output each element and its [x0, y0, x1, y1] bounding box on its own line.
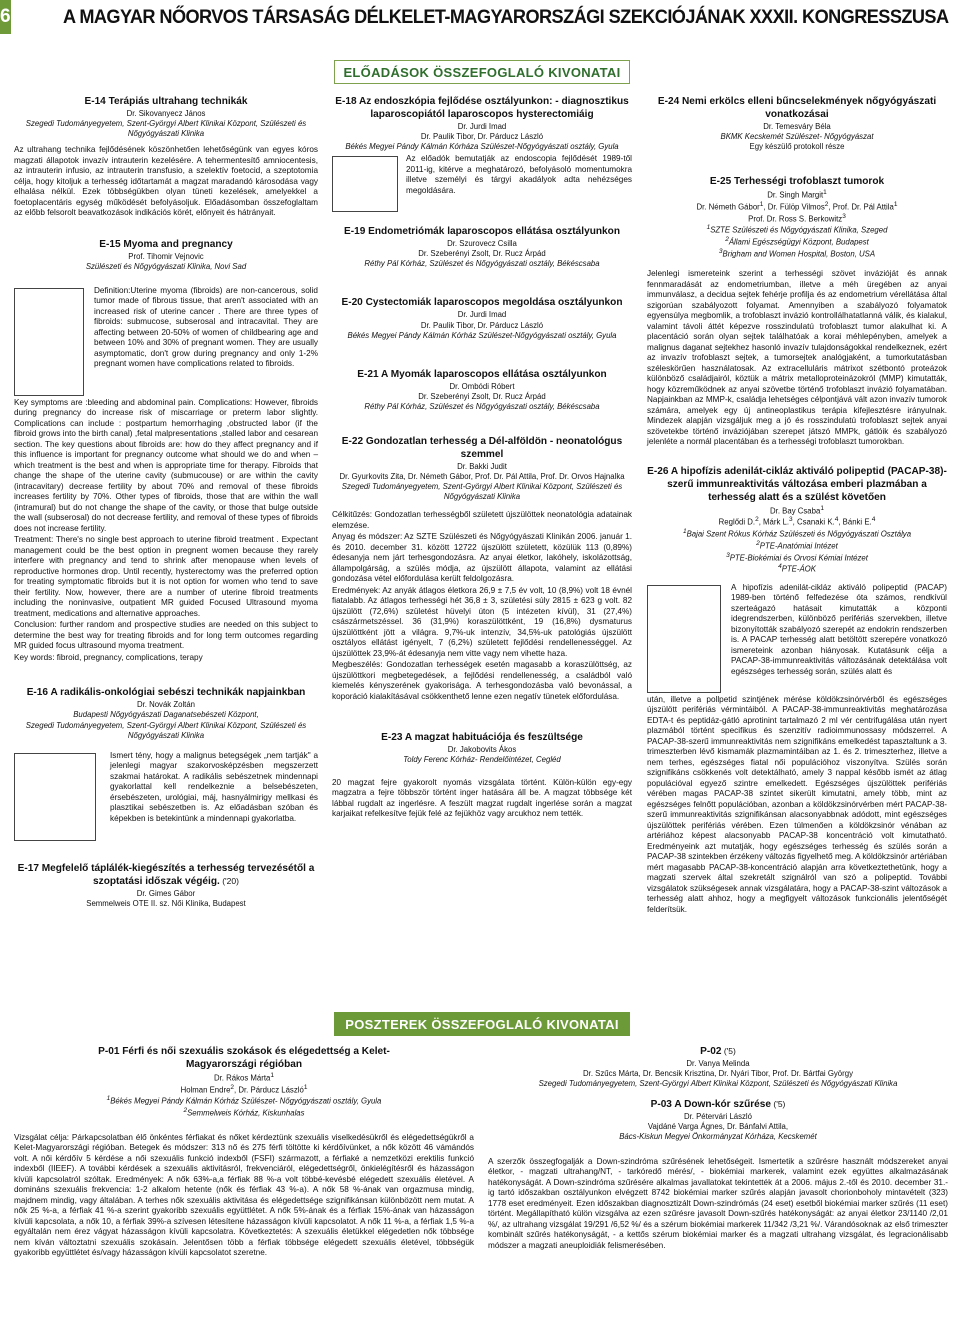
abstract-body: Ismert tény, hogy a malignus betegségek „nem tartják" a jelenlegi magyar szakorvosképzésben megszerzett szakmai határokat. A radikális sebészetnek mindennapi gyakorlattal kell rendelkeznie a belsebészeten, érsebészeten, urológiai, máj, hasnyálmirigy mellkasi és plasztikai sebészetben is. Az előadásban szóban és képekben is betekintünk a mindennapi gyakorlatba. [110, 750, 318, 823]
author: , Márk L. [758, 517, 790, 527]
abstract-e26: E-26 A hipofízis adenilát-cikláz aktiváló polipeptid (PACAP-38)-szerű immunreaktivitás változása emberi plazmában a terhesség alatt és a szülést követően Dr. Bay Csaba$^1$ Reglődi D.$^2$, Márk L.$^3$, Csanaki K.$^4$, Bánki E.$^4$ $^1$Bajai Szent Rókus Kórház Szülészeti és Nőgyógyászati Osztálya $^2$PTE-Anatómiai Intézet $^3$PTE-Biokémiai és Orvosi Kémiai Intézet $^4$PTE-ÁOK A hipofízis adenilát-cikláz aktiváló polipeptid (PACAP) 1989-ben történő felfedezése óta számos, rendkívül szerteágazó hatásait kimutatták a központi idegrendszerben, különböző perifériás szervekben, illetve bizonyították szabályozó szerepét az endokrin rendszerben is. A PACAP terhesség alatt betöltött szerepére vonatkozó ismereteink azonban hiányosak. Kutatásunk célja a PACAP-38-immunreaktivitás változásának detektálása volt egészséges terhesség során, szülés alatt és után, illetve a pollpetid szintjének mérése köldökzsinórvérből és egészséges újszülött perifériás vérmintáiból. A PACAP-38-immunreaktivitás meghatározása EDTA-t és peptidáz-gátló aprotinint tartalmazó 2 ml vér centrifugálása után nyert plazmából történt specifikus és szenzitív radioimmunossasy módszerrel. A PACAP-38-szerű immunreaktivitás nem szignifikáns emelkedést tapasztaltunk a 3. trimeszterben lévő kismamák plazmamintáiban az 1. és 2. trimeszterhez, illetve a nem terhes, egészséges fiatal női populációhoz viszonyítva. Szülés során szignifikáns csökkenés volt detektálható, amely 3 nappal később ismét az átlag populációval egyező szintre emelkedett. Egészséges újszülöttek perifériás vérében magas PACAP-38 szintet sikerült kimutatni, amely több, mint az egészséges felnőtt populációban, azonban a köldökzsinórvérben mért PACAP-38-szerű immunreaktivitás szignifikánsan alacsonyabbnak adódott, mint egészséges újszülöttek perifériás vérében. Ezen túlmenően a köldökzsinór vénában az artériához képest alacsonyabb PACAP-38 koncentráció volt kimutatható. Eredményeink azt mutatják, hogy egészséges terhesség és szülés során a PACAP-38 szintekben érzékeny változás figyelhető meg. A köldökzsinór artériában mért magasabb PACAP-38-koncentráció alapján arra következtethetünk, hogy a magzati szervek által szekretált szignálról van szó a polipeptid. További vizsgálatok szükségesek annak vizsgálatára, hogy a PACAP-38-szint változások a terhesség alatt ahhoz, hogy a megfigyelt változások funkcionális jelentőségét felderítsük. [647, 465, 947, 914]
abstract-body: után, illetve a pollpetid szintjének mérése köldökzsinórvérből és egészséges újszülött perifériás vérmintáiból. A PACAP-38-immunreaktivitás meghatározása EDTA-t és peptidáz-gátló aprotinint tartalmazó 2 ml vér centrifugálása után nyert plazmából történt specifikus és szenzitív radioimmunossasy módszerrel. A PACAP-38-szerű immunreaktivitás nem szignifikáns emelkedést tapasztaltunk a 3. trimeszterben lévő kismamák plazmamintáiban az 1. és 2. trimeszterhez, illetve a nem terhes, egészséges fiatal női populációhoz viszonyítva. Szülés során szignifikáns csökkenés volt detektálható, amely 3 nappal később ismét az átlag populációval egyező szintre emelkedett. Egészséges újszülöttek perifériás vérében magas PACAP-38 szintet sikerült kimutatni, amely több, mint az egészséges felnőtt populációban, azonban a köldökzsinórvérben mért PACAP-38-szerű immunreaktivitás szignifikánsan alacsonyabbnak adódott, mint egészséges újszülöttek perifériás vérében. Ezen túlmenően a köldökzsinór vénában az artériához képest alacsonyabb PACAP-38 koncentráció volt kimutatható. Eredményeink azt mutatják, hogy egészséges terhesség és szülés során a PACAP-38 szintekben érzékeny változás figyelhető meg. A köldökzsinór artériában mért magasabb PACAP-38-koncentráció alapján arra következtethetünk, hogy a magzati szervek által szekretált szignálról van szó a polipeptid. További vizsgálatok szükségesek annak vizsgálatára, hogy a PACAP-38-szint változások a terhesség alatt ahhoz, hogy a megfigyelt változások funkcionális jelentőségét felderítsük. [647, 694, 947, 914]
abstract-institution: PTE-ÁOK [781, 564, 816, 574]
abstract-authors: Dr. Gyurkovits Zita, Dr. Németh Gábor, Prof. Dr. Pál Attila, Prof. Dr. Orvos Hajnalka [339, 471, 625, 481]
abstract-title: E-20 Cystectomiák laparoscopos megoldása osztályunkon [341, 297, 623, 309]
abstract-note: Egy készülő protokoll része [749, 142, 845, 152]
poster-time: ('5) [721, 1046, 736, 1056]
author-photo [14, 288, 84, 396]
abstract-body: Jelenlegi ismereteink szerint a terhességi szövet invázióját és annak fennmaradását az endometriumban, illetve a méh üregében az anyai immunválasz, a decidua sejtek fehérje profilja és az endometrium vérellátása által szigorúan szabályozott folyamat. Amennyiben a szabályozó folyamatok egyensúlya megbomlik, a trofoblaszt invázió kontrollálhatatlanná válik, és kialakul, valamint távoli áttét képezve rosszindulatú trofoblaszt tumor alakulhat ki. A placentáció során olyan sejtek találhatóak a korai méhlepényben, amelyek a malignus daganat sejtekhez hasonló invazív tulajdonságokkal rendelkeznek, ezért az invazív trofoblaszt sejtek, a tumorsejtek analógjaként, a tumorkutatásban széleskörűen használatosak. Az extracelluláris mátrixot szétbontó proteázok különböző családjairól, köztük a mátrix metalloproteinázokról (MMP) kimutatták, hogy közreműködnek az anyai szövetbe történő trofoblaszt invázió folyamatában. Napjainkban az MMP-k, családja lehetséges célpontjává vált azon invazív tumorok számára, amelyek egy új antineoplastikus terápia kifejlesztésre irányulnak. Mindezek alapján vizsgáljuk meg a jó és rosszindulatú trofoblaszt sejtek anyai szövetekbe történő inváziójában szerepet játszó MMPk, gátlóik és szabályozó jelenléte a normál placentában és a terhességi trofoblaszt tumorokban. [647, 269, 947, 447]
poster-institution: Semmelweis Kórház, Kiskunhalas [187, 1108, 305, 1118]
author: , Csanaki K. [792, 517, 835, 527]
poster-authors: Dr. Vanya Melinda [686, 1058, 750, 1068]
abstract-institution: Bajai Szent Rókus Kórház Szülészeti és Nőgyógyászati Osztálya [686, 529, 912, 539]
abstract-e14 [14, 96, 318, 219]
abstract-authors: Dr. Paulik Tibor, Dr. Párducz László [420, 131, 544, 141]
abstract-e19 [332, 226, 632, 269]
middle-column [332, 96, 632, 832]
author: , Bánki E. [838, 517, 872, 527]
abstract-title: E-24 Nemi erkölcs elleni bűncselekmények nőgyógyászati vonatkozásai [657, 96, 937, 120]
abstract-authors: Dr. Szurovecz Csilla [447, 239, 517, 249]
abstract-title: E-19 Endometriómák laparoscopos ellátása osztályunkon [344, 226, 620, 238]
poster-right-column [488, 1046, 948, 1263]
author: Reglődi D. [718, 517, 756, 527]
poster-time: ('5) [771, 1099, 786, 1110]
right-column [647, 96, 947, 927]
abstract-conclusion: Conclusion: further random and prospective studies are needed on this subject to determine the best way for treating fibroids and for long term outcomes regarding MR guided focus ultrasound myoma treatment. [14, 620, 318, 651]
abstract-institution: Brigham and Women Hospital, Boston, USA [722, 249, 876, 259]
abstract-aim: Célkitűzés: Gondozatlan terhességből született újszülöttek neonatológia adatainak elemzése. [332, 510, 632, 530]
abstract-authors: Dr. Novák Zoltán [136, 700, 196, 710]
abstract-results: Eredmények: Az anyák átlagos életkora 26,9 ± 7,5 év volt, 10 (8,9%) volt 18 évnél fiatalabb. Az átlagos terhességi hét 36,8 ± 3, születési súly 2815 ± 623 g volt. 82 újszülött (72,6%) születést hüvelyi úton (5 intézeten kívül), 31 (27,4%) császármetszéssel. 36 (31,9%) koraszülöttként, 19 (16,8%) dysmaturus újszülöttként jött a világra. 9,7%-uk intenzív, 34,5%-uk patológiás újszülött osztályos ellátást igényelt, 7 (6,2%) született fejlődési rendellenességgel. Az újszülöttek 23,9%-át édesanyja nem vitte vagy nem vihette haza. [332, 585, 632, 658]
abstract-institution: Békés Megyei Pándy Kálmán Kórház Szülészet-Nőgyógyászati osztály, Gyula [347, 330, 617, 340]
page-number: 6 [0, 0, 11, 34]
abstract-authors: Dr. Szeberényi Zsolt, Dr. Rucz Árpád [418, 391, 546, 401]
abstract-title: E-23 A magzat habituációja és feszültsége [381, 732, 583, 744]
author: Holman Endre [180, 1085, 231, 1095]
section-band-abstracts: ELŐADÁSOK ÖSSZEFOGLALÓ KIVONATAI [334, 60, 630, 84]
left-column [14, 96, 318, 921]
abstract-institution: Szegedi Tudományegyetem, Szent-Györgyi Albert Klinikai Központ, Szülészeti és Nőgyógyászati Klinika [25, 119, 307, 139]
abstract-authors: Dr. Gimes Gábor [136, 888, 196, 898]
poster-body: A szerzők összegfogalják a Down-szindróma szűrésének lehetőségeit. Ismertetik a szűrésre használt módszereket anyai életkor, - magzati ultrahang/NT, - tarkóredő mérés/, - biokémiai markerek, valamint ezek együttes alkalmazásának hatékonyságát. A Down-szindróma szűrésére alkalmas javallatokat tekintették át a 2006. május 2.-től és 2010. december 31.-ig tartó időszakban osztályunkon elvégzett 8742 biokémiai marker szűrés alapján javasolt chorionboholy mintavételt (323) 1778 eset eredményeit. Ezen időszakban diagnosztizált Down-szindrómás (24 eset) esetből biokémiai marker szűrés (11 eset) történt. Megállapítható külön vizsgálva az ezen szűrésre javasolt Down-szűrés hatékonyságát: az anyai életkor 23/1140 /2,01 %/, az ultrahang vizsgálat 19/291 /6,52 %/ és a szérum biokémiai markerek 11/342 /3,21 %/. Várandósoknak az első trimeszter kombinált szűrés hatékonyságát, - a kettős szérum biokémiai marker és a magzati ultrahang vizsgálat, és legracionálisabb módszer a magzati aneuploidiák felismerésében. [488, 1156, 948, 1250]
poster-p02 [488, 1046, 948, 1089]
abstract-title: E-26 A hipofízis adenilát-cikláz aktiváló polipeptid (PACAP-38)-szerű immunreaktivitás változása emberi plazmában a terhesség alatt és a szülést követően [647, 465, 947, 503]
abstract-title: E-16 A radikális-onkológiai sebészi technikák napjainkban [26, 687, 306, 699]
abstract-keywords: Key words: fibroid, pregnancy, complications, terapy [14, 652, 203, 662]
page-header [0, 0, 960, 34]
abstract-e22 [332, 436, 632, 702]
abstract-body: Az előadók bemutatják az endoscopia fejlődését 1989-től 2011-ig, kitérve a meghatározó, befolyásoló momentumokra illetve személyi és tárgyi akadályok adta nehézséges megoldására. [406, 154, 632, 195]
author-photo [647, 585, 721, 693]
abstract-institution: PTE-Biokémiai és Orvosi Kémiai Intézet [729, 553, 868, 563]
author-photo [332, 156, 398, 212]
author: Dr. Rákos Márta [214, 1073, 271, 1083]
abstract-authors: Dr. Szeberényi Zsolt, Dr. Rucz Árpád [418, 249, 546, 259]
poster-title: P-01 Férfi és női szexuális szokások és elégedettség a Kelet-Magyarországi régióban [98, 1046, 390, 1070]
poster-left-column [14, 1046, 474, 1271]
author: , Dr. Fülöp Vilmos [763, 202, 825, 212]
abstract-institution: Semmelweis OTE II. sz. Női Klinika, Budapest [86, 898, 246, 908]
author: Dr. Németh Gábor [696, 202, 760, 212]
abstract-institution: Békés Megyei Pándy Kálmán Kórháza Szülészet-Nőgyógyászati osztály, Gyula [345, 142, 619, 152]
abstract-authors: Dr. Paulik Tibor, Dr. Párducz László [420, 320, 544, 330]
abstract-institution: Réthy Pál Kórház, Szülészet és Nőgyógyászati osztály, Békéscsaba [364, 401, 600, 411]
abstract-e15 [14, 239, 318, 664]
abstract-treatment: Treatment: There's no single best approach to uterine fibroid treatment . Expectant management could be the best option in pregnent women because they rarely interfere with pregnancy and tend to shrink after menopause when levels of reproductive hormones drop. Until recently, hysterectomy was the preferred option for treating symptomatic fibroids but it is not option for women who tend to save their fertility. Now, however, there are a number of uterine fibroid treatments including the noninvasive, outpatient MR guided Focused Ultrasound myoma treatment, medications and alternative approaches. [14, 535, 318, 618]
abstract-institution: Állami Egészségügyi Központ, Budapest [728, 237, 869, 247]
poster-title: P-03 A Down-kór szűrése [650, 1099, 772, 1111]
abstract-institution: Réthy Pál Kórház, Szülészet és Nőgyógyászati osztály, Békéscsaba [364, 259, 600, 269]
abstract-e18 [332, 96, 632, 214]
poster-authors: Dr. Pétervári László [683, 1112, 753, 1122]
abstract-authors: Dr. Ombódi Róbert [449, 381, 515, 391]
abstract-body: 20 magzat fejre gyakorolt nyomás vizsgálata történt. Külön-külön egy-egy magzatra a fejre többször történt inger hatására áll be. A magzat többsége két lábbal rugdalt az ingerlésre. A feszült magzat rugdalt ingerlése során a magzat karjaikat refelkesítve fejük felé az fejükhöz vagy arcukhoz nem tették. [332, 777, 632, 818]
abstract-time: ('20) [219, 875, 239, 886]
abstract-conclusions: Megbeszélés: Gondozatlan terhességek esetén magasabb a koraszülöttség, az újszülöttkori megbetegedések, a fejlődési rendellenesség, a családból való kiemelés kényszerének gyakorisága. A terhesgondozásba való bevonással, a koporáció kialakításával csökkenthető lenne ezen negatív tünetek előfordulása. [332, 660, 632, 701]
abstract-title: E-14 Terápiás ultrahang technikák [84, 96, 248, 107]
author-photo [14, 753, 96, 841]
abstract-title: E-15 Myoma and pregnancy [99, 238, 233, 250]
abstract-e23 [332, 732, 632, 819]
abstract-authors: Dr. Sikovanyecz János [126, 108, 206, 118]
abstract-title: E-25 Terhességi trofoblaszt tumorok [709, 176, 885, 188]
poster-body: Vizsgálat célja: Párkapcsolatban élő önkéntes férfiakat és nőket kérdeztünk szexuális viselkedésükről és elégedettségükről a Kelet-Magyarországi régióban. Betegek és módszer: 313 nő és 275 férfi töltötte ki kérdőívünket, a nők között 46 vámándós volt. A női kérdőív 5 kérdése a női szexuális funkció indexből (FSFI) származott, a férfiaké a nemzetközi erektilis funkció indexből (IIEEF). A további kérdések a szexuális aktivitásról, frekvenciáról, elégedettségről, önkielégítésről és házasságon kívüli kapcsolatról szóltak. Eredmények: A nők 63%-a,a férfiak 88 %-a volt többé-kevésbé elégedett szexuális életével. A domináns szexuális frekvencia: 1-2 alkalom hetente (nők és férfiak 43 %-a). A nők 58 %-ának van orgazmusa mindig, majdnem mindig, vagy általában. A terhes nők szexuális aktivitása és elégedettsége szignifikánsan különbözött nem mutat. A nők 25 %-a, a férfiak 41 %-a szerint gyakoribb szexuális együttlétet. A nők 5%-ának és a férfiak 15%-ának van házasságon kívüli kapcsolata, a nők 10, a férfiak 39%-a szívesen létesítene házasságon kívüli kapcsolatot. A nők 11 %-a, a férfiak 1,5 %-a egyáltalán nem érez vágyat házasságon kívüli kapcsolatra. Következtetés: A szexuális életükkel elégedetlen nők többsége nem kíván változtatni szexuális szokásain. Jelentősen több a férfiak többsége elégedett szexuális életével, többségük gyakoribb együttlétet és/vagy házasságon kívüli kapcsolatot szeretne. [14, 1132, 474, 1258]
abstract-body: Key symptoms are :bleeding and abdominal pain. Complications: However, fibroids during pregnancy do increase risk of miscarriage or preterm labor slightly. Complications can include : postpartum hemorrhaging ,obstructed labor (if the fibroid grows into the birth canal) ,fetal malpresentations ,stalled labor and cesarean section. The key questions about fibroids are: how do they affect pregnancy and if this influence is important for pregnancy outcome what should we do and when – which treatment is the best and when is appropriate time for therapy. Fibroids that change the shape of the uterine cavity (submucouse) or are within the cavity (intracavitary) decrease fertility by about 70% and removal of these fibroids increases fertility by 70%. Other types of fibroids, those that are within the wall (intramural) but do not change the shape of the cavity, or those that bulge outside the wall (subserosal) do not decrease fertility, and removal of these types of fibroids does not increase fertility. [14, 397, 318, 533]
abstract-institution: BKMK Kecskemét Szülészet- Nőgyógyászat [720, 131, 874, 141]
abstract-body: Az ultrahang technika fejlődésének köszönhetően lehetőségünk van egyes kóros magzati állapotok invazív intrauterin kezelésére. A tehermentesítő amniocentesis, az intrauterin infusio, az intrauterin transfusio, a szelektív foetocid, a szeptotomia célja, hogy kitoljuk a terhesség időtartamát a magzat maradandó károsodása vagy elhalása nélkül. Ezek többségükben olyan tüneti kezelések, amelyekkel a foetoplacentáris egység működését befolyásoljuk. Előadásomban összefoglaltam az előbb felsorolt beavatkozások indikációs körét, előnyeit és hátrányait. [14, 145, 318, 218]
poster-institution: Békés Megyei Pándy Kálmán Kórház Szülészet- Nőgyógyászati osztály, Gyula [110, 1096, 382, 1106]
author: , Dr. Párducz László [234, 1085, 304, 1095]
author: Prof. Dr. Ross S. Berkowitz [748, 214, 843, 224]
abstract-institution: Budapesti Nőgyógyászati Daganatsebészeti Központ, [73, 710, 259, 720]
author: Dr. Bay Csaba [770, 506, 821, 516]
abstract-institution: Toldy Ferenc Kórház- Rendelőintézet, Cegléd [403, 755, 561, 765]
abstract-intro: Definition:Uterine myoma (fibroids) are non-cancerous, solid tumor made of fibrous tissue, that aren't associated with an increased risk of uterine cancer . There are three types of fibroids: submucose, subserosal and intracavital. They are affecting between 20-50% of women of childbearing age and between 10% and 30% of pregnant women. They are usually asymptomatic, don't grow during pregnancy and only 1-2% pregnant women have complications related to fibroids. [94, 285, 318, 369]
abstract-e20 [332, 297, 632, 340]
poster-authors: Vajdáné Varga Ágnes, Dr. Bánfalvi Attila, [647, 1122, 789, 1132]
author: , Prof. Dr. Pál Attila [828, 202, 894, 212]
abstract-institution: Szülészeti és Nőgyógyászati Klinika, Novi Sad [85, 261, 247, 271]
poster-institution: Bács-Kiskun Megyei Önkormányzat Kórháza, Kecskemét [619, 1132, 817, 1142]
abstract-e24 [647, 96, 947, 152]
abstract-methods: Anyag és módszer: Az SZTE Szülészeti és Nőgyógyászati Klinikán 2006. január 1. és 2010. december 31. között 12722 újszülött született, közülük 113 (0,89%) édesanyja nem járt terhesgondozásra. Az anyai életkor, lakóhely, iskolázottság, állampolgárság, a szülés módja, az újszülött állapota, valamint az ellátási gondozása vétel előfordulása került feldolgozásra. [332, 532, 632, 584]
abstract-authors: Dr. Bakki Judit [457, 461, 507, 471]
abstract-authors: Dr. Jakobovits Ákos [447, 745, 517, 755]
poster-authors: Dr. Szűcs Márta, Dr. Bencsik Krisztina, Dr. Nyári Tibor, Prof. Dr. Bártfai György [583, 1069, 853, 1079]
abstract-intro: A hipofízis adenilát-cikláz aktiváló polipeptid (PACAP) 1989-ben történő felfedezése óta számos, rendkívül szerteágazó hatásait kimutatták a központi idegrendszerben, különböző perifériás szervekben, illetve bizonyították szabályozó szerepét az endokrin rendszerben is. A PACAP terhesség alatt betöltött szerepére vonatkozó ismereteink azonban hiányosak. Kutatásunk célja a PACAP-38-immunreaktivitás változásának detektálása volt egészséges terhesség során, szülés alatt és [731, 582, 947, 676]
abstract-authors: Dr. Jurdi Imad [457, 310, 507, 320]
abstract-title: E-17 Megfelelő táplálék-kiegészítés a terhesség tervezésétől a szoptatási időszak végéig. [17, 862, 315, 887]
abstract-authors: Dr. Jurdi Imad [457, 121, 507, 131]
abstract-institution: Szegedi Tudományegyetem, Szent-Györgyi Albert Klinikai Központ, Szülészeti és Nőgyógyászati Klinika [341, 482, 623, 502]
abstract-e21 [332, 369, 632, 412]
abstract-title: E-22 Gondozatlan terhesség a Dél-alföldön - neonatológus szemmel [341, 436, 623, 460]
poster-institution: Szegedi Tudományegyetem, Szent-Györgyi Albert Klinikai Központ, Szülészeti és Nőgyógyászati Klinika [538, 1079, 898, 1089]
abstract-e25: E-25 Terhességi trofoblaszt tumorok Dr. Singh Margit$^1$ Dr. Németh Gábor$^1$, Dr. Fülöp Vilmos$^2$, Prof. Dr. Pál Attila$^1$ Prof. Dr. Ross S. Berkowitz$^3$ $^1$SZTE Szülészeti és Nőgyógyászati Klinika, Szeged $^2$Állami Egészségügyi Központ, Budapest $^3$Brigham and Women Hospital, Boston, USA Jelenlegi ismereteink szerint a terhességi szövet invázióját és annak fennmaradását az endometriumban, illetve a méh üregében az anyai immunválasz, a decidua sejtek fehérje profilja és az endometrium vérellátása által szigorúan szabályozott folyamat. Amennyiben a szabályozó folyamatok egyensúlya megbomlik, a trofoblaszt invázió kontrollálhatatlanná válik, és kialakul, valamint távoli áttét képezve rosszindulatú trofoblaszt tumor alakulhat ki. A placentáció során olyan sejtek találhatóak a korai méhlepényben, amelyek a malignus daganat sejtekhez hasonló invazív tulajdonságokkal rendelkeznek, ezért az invazív trofoblaszt sejtek, a tumorsejtek analógjaként, a tumorkutatásban széleskörűen használatosak. Az extracelluláris mátrixot szétbontó proteázok különböző családjairól, köztük a mátrix metalloproteinázokról (MMP) kimutatták, hogy közreműködnek az anyai szövetbe történő trofoblaszt invázió folyamatában. Napjainkban az MMP-k, családja lehetséges célpontjává vált azon invazív tumorok számára, amelyek egy új antineoplastikus terápia kifejlesztésre irányulnak. Mindezek alapján vizsgáljuk meg a jó és rosszindulatú trofoblaszt sejtek anyai szövetekbe történő inváziójában szerepet játszó MMPk, gátlóik és szabályozó jelenléte a normál placentában és a terhességi trofoblaszt tumorokban. [647, 176, 947, 447]
section-band-posters: POSZTEREK ÖSSZEFOGLALÓ KIVONATAI [334, 1012, 630, 1036]
abstract-e17 [14, 863, 318, 909]
page-header-title: A MAGYAR NŐORVOS TÁRSASÁG DÉLKELET-MAGYARORSZÁGI SZEKCIÓJÁNAK XXXII. KONGRESSZUSA [62, 5, 949, 28]
abstract-institution: SZTE Szülészeti és Nőgyógyászati Klinika, Szeged [710, 225, 888, 235]
abstract-authors: Prof. Tihomir Vejnovic [128, 251, 204, 261]
author: Dr. Singh Margit [767, 190, 824, 200]
abstract-title: E-21 A Myomák laparoscopos ellátása osztályunkon [357, 368, 607, 380]
poster-p01: P-01 Férfi és női szexuális szokások és elégedettség a Kelet-Magyarországi régióban Dr. Rákos Márta$^1$ Holman Endre$^2$, Dr. Párducz László$^1$ $^1$Békés Megyei Pándy Kálmán Kórház Szülészet- Nőgyógyászati osztály, Gyula $^2$Semmelweis Kórház, Kiskunhalas Vizsgálat célja: Párkapcsolatban élő önkéntes férfiakat és nőket kérdeztünk szexuális viselkedésükről és elégedettségükről a Kelet-Magyarországi régióban. Betegek és módszer: 313 nő és 275 férfi töltötte ki kérdőívünket, a nők között 46 vámándós volt. A női kérdőív 5 kérdése a női szexuális funkció indexből (FSFI) származott, a férfiaké a nemzetközi erektilis funkció indexből (IIEEF). A további kérdések a szexuális aktivitásról, frekvenciáról, elégedettségről, önkielégítésről és házasságon kívüli kapcsolatról szóltak. Eredmények: A nők 63%-a,a férfiak 88 %-a volt többé-kevésbé elégedett szexuális életével. A domináns szexuális frekvencia: 1-2 alkalom hetente (nők és férfiak 43 %-a). A nők 58 %-ának van orgazmusa mindig, majdnem mindig, vagy általában. A terhes nők szexuális aktivitása és elégedettsége szignifikánsan különbözött nem mutat. A nők 25 %-a, a férfiak 41 %-a szerint gyakoribb szexuális együttlétet. A nők 5%-ának és a férfiak 15%-ának van házasságon kívüli kapcsolata, a nők 10, a férfiak 39%-a szívesen létesítene házasságon kívüli kapcsolatot. A nők 11 %-a, a férfiak 1,5 %-a egyáltalán nem érez vágyat házasságon kívüli kapcsolatra. Következtetés: A szexuális életükkel elégedetlen nők többsége nem kíván változtatni szexuális szokásain. Jelentősen több a férfiak többsége elégedett szexuális életével, többségük gyakoribb együttlétet és/vagy házasságon kívüli kapcsolatot szeretne. [14, 1046, 474, 1258]
poster-p03 [488, 1099, 948, 1251]
abstract-e16 [14, 687, 318, 842]
abstract-institution: PTE-Anatómiai Intézet [759, 541, 838, 551]
abstract-title: E-18 Az endoszkópia fejlődése osztályunkon: - diagnosztikus laparoscopiától laparoscopos hysterectomiáig [335, 96, 629, 120]
poster-title: P-02 [700, 1046, 722, 1057]
abstract-authors: Dr. Temesváry Béla [763, 121, 831, 131]
abstract-institution: Szegedi Tudományegyetem, Szent-Györgyi Albert Klinikai Központ, Szülészeti és Nőgyógyászati Klinika [25, 720, 307, 740]
